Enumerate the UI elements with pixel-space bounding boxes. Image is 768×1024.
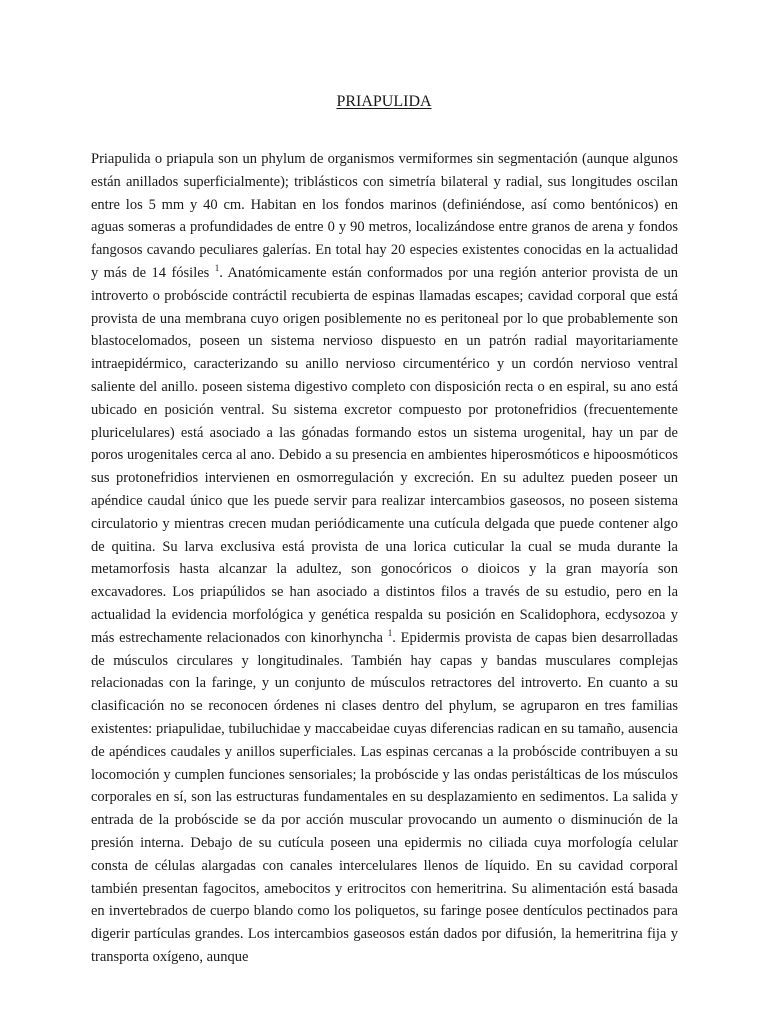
- footnote-reference-1: 1: [214, 263, 220, 274]
- body-paragraph: [91, 148, 678, 969]
- page-title: [0, 92, 768, 112]
- paragraph-text-3: . Epidermis provista de capas bien desarrolladas de músculos circulares y longitudinales. También hay capas y bandas musculares complejas relacionadas con la faringe, y un conjunto de músculos retractores del introverto. En cuanto a su clasificación no se reconocen órdenes ni clases dentro del phylum, se agruparon en tres familias existentes: priapulidae, tubiluchidae y maccabeidae cuyas diferencias radican en su tamaño, ausencia de apéndices caudales y anillos superficiales. Las espinas cercanas a la probóscide contribuyen a su locomoción y cumplen funciones sensoriales; la probóscide y las ondas peristálticas de los músculos corporales en sí, son las estructuras fundamentales en su desplazamiento en sedimentos. La salida y entrada de la probóscide se da por acción muscular provocando un aumento o disminución de la presión interna. Debajo de su cutícula poseen una epidermis no ciliada cuya morfología celular consta de células alargadas con canales intercelulares llenos de líquido. En su cavidad corporal también presentan fagocitos, amebocitos y eritrocitos con hemeritrina. Su alimentación está basada en invertebrados de cuerpo blando como los poliquetos, su faringe posee dentículos pectinados para digerir partículas grandes. Los intercambios gaseosos están dados por difusión, la hemeritrina fija y transporta oxígeno, aunque: [91, 629, 678, 965]
- footnote-reference-2: 1: [387, 627, 393, 638]
- title-text: PRIAPULIDA: [336, 93, 432, 110]
- paragraph-text-2: . Anatómicamente están conformados por una región anterior provista de un introverto o probóscide contráctil recubierta de espinas llamadas escapes; cavidad corporal que está provista de una membrana cuyo origen posiblemente no es peritoneal por lo que probablemente son blastocelomados, poseen un sistema nervioso dispuesto en un patrón radial mayoritariamente intraepidérmico, caracterizando su anillo nervioso circumentérico y un cordón nervioso ventral saliente del anillo. poseen sistema digestivo completo con disposición recta o en espiral, su ano está ubicado en posición ventral. Su sistema excretor compuesto por protonefridios (frecuentemente pluricelulares) está asociado a las gónadas formando estos un sistema urogenital, hay un par de poros urogenitales cerca al ano. Debido a su presencia en ambientes hiperosmóticos e hipoosmóticos sus protonefridios intervienen en osmorregulación y excreción. En su adultez pueden poseer un apéndice caudal único que les puede servir para realizar intercambios gaseosos, no poseen sistema circulatorio y mientras crecen mudan periódicamente una cutícula delgada que puede contener algo de quitina. Su larva exclusiva está provista de una lorica cuticular la cual se muda durante la metamorfosis hasta alcanzar la adultez, son gonocóricos o dioicos y la gran mayoría son excavadores. Los priapúlidos se han asociado a distintos filos a través de su estudio, pero en la actualidad la evidencia morfológica y genética respalda su posición en Scalidophora, ecdysozoa y más estrechamente relacionados con kinorhyncha: [91, 264, 678, 646]
- paragraph-text-1: Priapulida o priapula son un phylum de organismos vermiformes sin segmentación (aunque algunos están anillados superficialmente); triblásticos con simetría bilateral y radial, sus longitudes oscilan entre los 5 mm y 40 cm. Habitan en los fondos marinos (definiéndose, así como bentónicos) en aguas someras a profundidades de entre 0 y 90 metros, localizándose entre granos de arena y fondos fangosos cavando peculiares galerías. En total hay 20 especies existentes conocidas en la actualidad y más de 14 fósiles: [91, 151, 678, 281]
